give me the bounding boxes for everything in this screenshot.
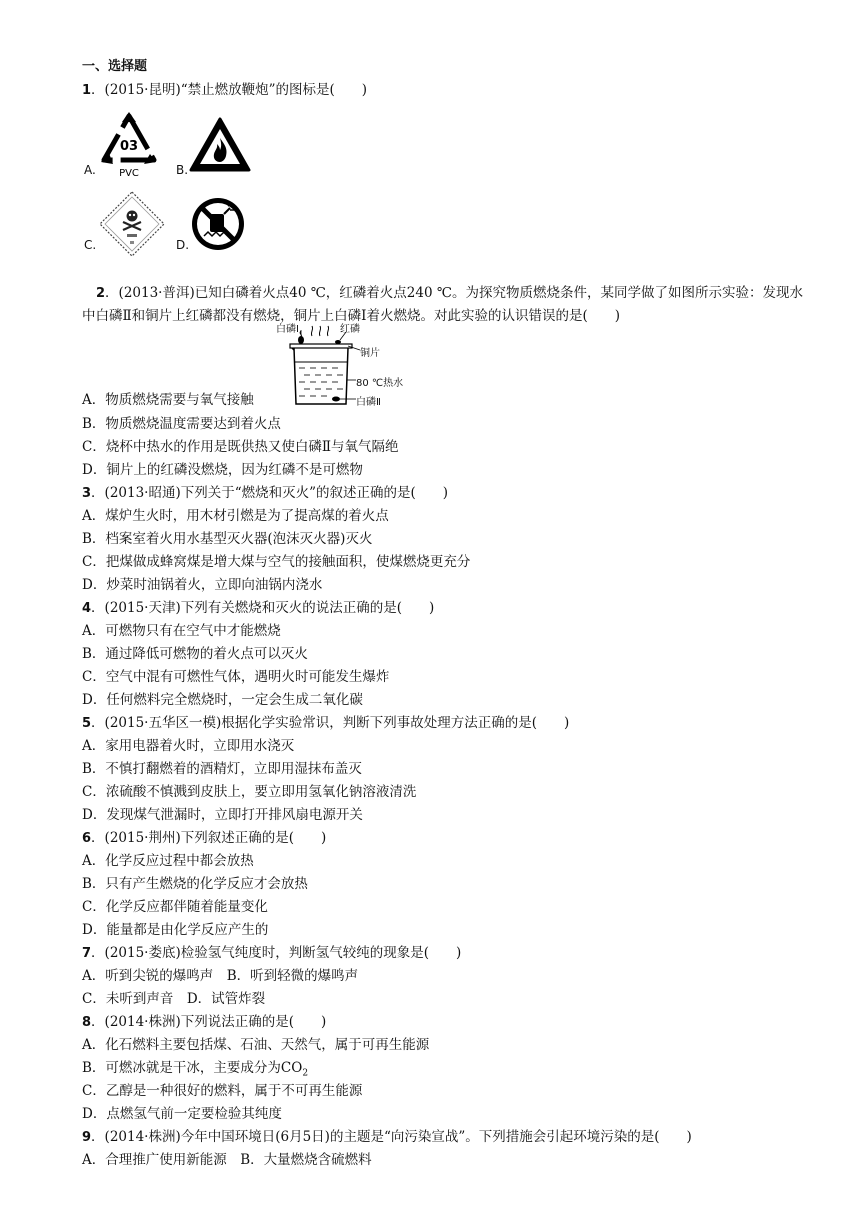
question-1-text: ．(2015·昆明)“禁止燃放鞭炮”的图标是( ) <box>91 82 368 98</box>
q3-option-a: A．煤炉生火时，用木材引燃是为了提高煤的着火点 <box>82 508 389 524</box>
question-7-text: ．(2015·娄底)检验氢气纯度时，判断氢气较纯的现象是( ) <box>91 945 462 961</box>
question-2 <box>82 282 812 328</box>
q8-option-d: D．点燃氢气前一定要检验其纯度 <box>82 1106 282 1122</box>
toxic-diamond-icon <box>98 190 166 258</box>
beaker-diagram <box>268 322 418 414</box>
q8-option-c: C．乙醇是一种很好的燃料，属于不可再生能源 <box>82 1083 363 1099</box>
question-1 <box>82 81 367 100</box>
question-8 <box>82 1013 326 1032</box>
q6-option-a: A．化学反应过程中都会放热 <box>82 853 254 869</box>
q5-option-d: D．发现煤气泄漏时，立即打开排风扇电源开关 <box>82 807 363 823</box>
question-7-number: 7 <box>82 946 92 961</box>
q5-option-c: C．浓硫酸不慎溅到皮肤上，要立即用氢氧化钠溶液清洗 <box>82 784 417 800</box>
q6-option-b: B．只有产生燃烧的化学反应才会放热 <box>82 876 308 892</box>
q7-options-cd: C．未听到声音 D．试管炸裂 <box>82 991 266 1007</box>
question-9-text: ．(2014·株洲)今年中国环境日(6月5日)的主题是“向污染宣战”。下列措施会引起环境污染的是( ) <box>91 1129 692 1145</box>
q4-option-b: B．通过降低可燃物的着火点可以灭火 <box>82 646 308 662</box>
q9-options-ab: A．合理推广使用新能源 B．大量燃烧含硫燃料 <box>82 1152 372 1168</box>
q3-option-b: B．档案室着火用水基型灭火器(泡沫灭火器)灭火 <box>82 531 373 547</box>
recycle-code: 03 <box>119 139 139 154</box>
phosphorus-experiment-figure <box>268 322 418 414</box>
q8-option-b <box>82 1059 308 1083</box>
question-8-text: ．(2014·株洲)下列说法正确的是( ) <box>91 1014 327 1030</box>
question-6-text: ．(2015·荆州)下列叙述正确的是( ) <box>91 830 327 846</box>
question-3 <box>82 484 448 503</box>
question-2-number: 2 <box>96 286 106 301</box>
question-6-number: 6 <box>82 831 92 846</box>
q2-option-a: A．物质燃烧需要与氧气接触 <box>82 392 254 408</box>
label-white-phosphorus-2: 白磷Ⅱ <box>356 397 381 408</box>
label-hot-water: 80 ℃热水 <box>356 378 404 389</box>
q8-option-a: A．化石燃料主要包括煤、石油、天然气，属于可再生能源 <box>82 1037 430 1053</box>
q4-option-d: D．任何燃料完全燃烧时，一定会生成二氧化碳 <box>82 692 363 708</box>
q1-option-d-label: D. <box>176 238 190 252</box>
q6-option-c: C．化学反应都伴随着能量变化 <box>82 899 268 915</box>
q2-option-b: B．物质燃烧温度需要达到着火点 <box>82 416 281 432</box>
q4-option-c: C．空气中混有可燃性气体，遇明火时可能发生爆炸 <box>82 669 390 685</box>
question-3-text: ．(2013·昭通)下列关于“燃烧和灭火”的叙述正确的是( ) <box>91 485 449 501</box>
q8-option-b-text: B．可燃冰就是干冰，主要成分为CO <box>82 1060 303 1076</box>
no-firecrackers-icon <box>190 196 246 252</box>
question-9-number: 9 <box>82 1130 92 1145</box>
label-copper-plate: 铜片 <box>360 348 380 359</box>
flammable-warning-icon <box>188 116 252 174</box>
q1-option-a-label: A. <box>84 163 96 177</box>
question-3-number: 3 <box>82 486 92 501</box>
question-5 <box>82 714 569 733</box>
question-4 <box>82 599 434 618</box>
q2-option-d: D．铜片上的红磷没燃烧，因为红磷不是可燃物 <box>82 462 363 478</box>
label-white-phosphorus-1: 白磷Ⅰ <box>276 324 299 335</box>
question-4-number: 4 <box>82 601 92 616</box>
q5-option-a: A．家用电器着火时，立即用水浇灭 <box>82 738 295 754</box>
co2-subscript: 2 <box>302 1068 309 1079</box>
recycle-caption: PVC <box>119 168 139 178</box>
q1-option-c-label: C. <box>84 238 97 252</box>
q6-option-d: D．能量都是由化学反应产生的 <box>82 922 269 938</box>
q7-options-ab: A．听到尖锐的爆鸣声 B．听到轻微的爆鸣声 <box>82 968 359 984</box>
question-1-number: 1 <box>82 83 92 98</box>
question-9 <box>82 1128 692 1147</box>
question-7 <box>82 944 461 963</box>
question-4-text: ．(2015·天津)下列有关燃烧和灭火的说法正确的是( ) <box>91 600 435 616</box>
q2-option-c: C．烧杯中热水的作用是既供热又使白磷Ⅱ与氧气隔绝 <box>82 439 399 455</box>
section-title: 一、选择题 <box>82 59 148 74</box>
question-2-text: ．(2013·普洱)已知白磷着火点40 ℃，红磷着火点240 ℃。为探究物质燃烧条件，某同学做了如图所示实验：发现水中白磷Ⅱ和铜片上红磷都没有燃烧，铜片上白磷Ⅰ着火燃烧。对此实验的认识错误的是( ) <box>82 285 803 324</box>
q5-option-b: B．不慎打翻燃着的酒精灯，立即用湿抹布盖灭 <box>82 761 362 777</box>
q4-option-a: A．可燃物只有在空气中才能燃烧 <box>82 623 281 639</box>
recycle-pvc-icon <box>96 110 162 178</box>
question-8-number: 8 <box>82 1015 92 1030</box>
question-5-text: ．(2015·五华区一模)根据化学实验常识，判断下列事故处理方法正确的是( ) <box>91 715 570 731</box>
q1-option-b-label: B. <box>176 163 189 177</box>
q3-option-d: D．炒菜时油锅着火，立即向油锅内浇水 <box>82 577 323 593</box>
q3-option-c: C．把煤做成蜂窝煤是增大煤与空气的接触面积，使煤燃烧更充分 <box>82 554 471 570</box>
question-5-number: 5 <box>82 716 92 731</box>
label-red-phosphorus: 红磷 <box>340 324 360 335</box>
question-6 <box>82 829 326 848</box>
